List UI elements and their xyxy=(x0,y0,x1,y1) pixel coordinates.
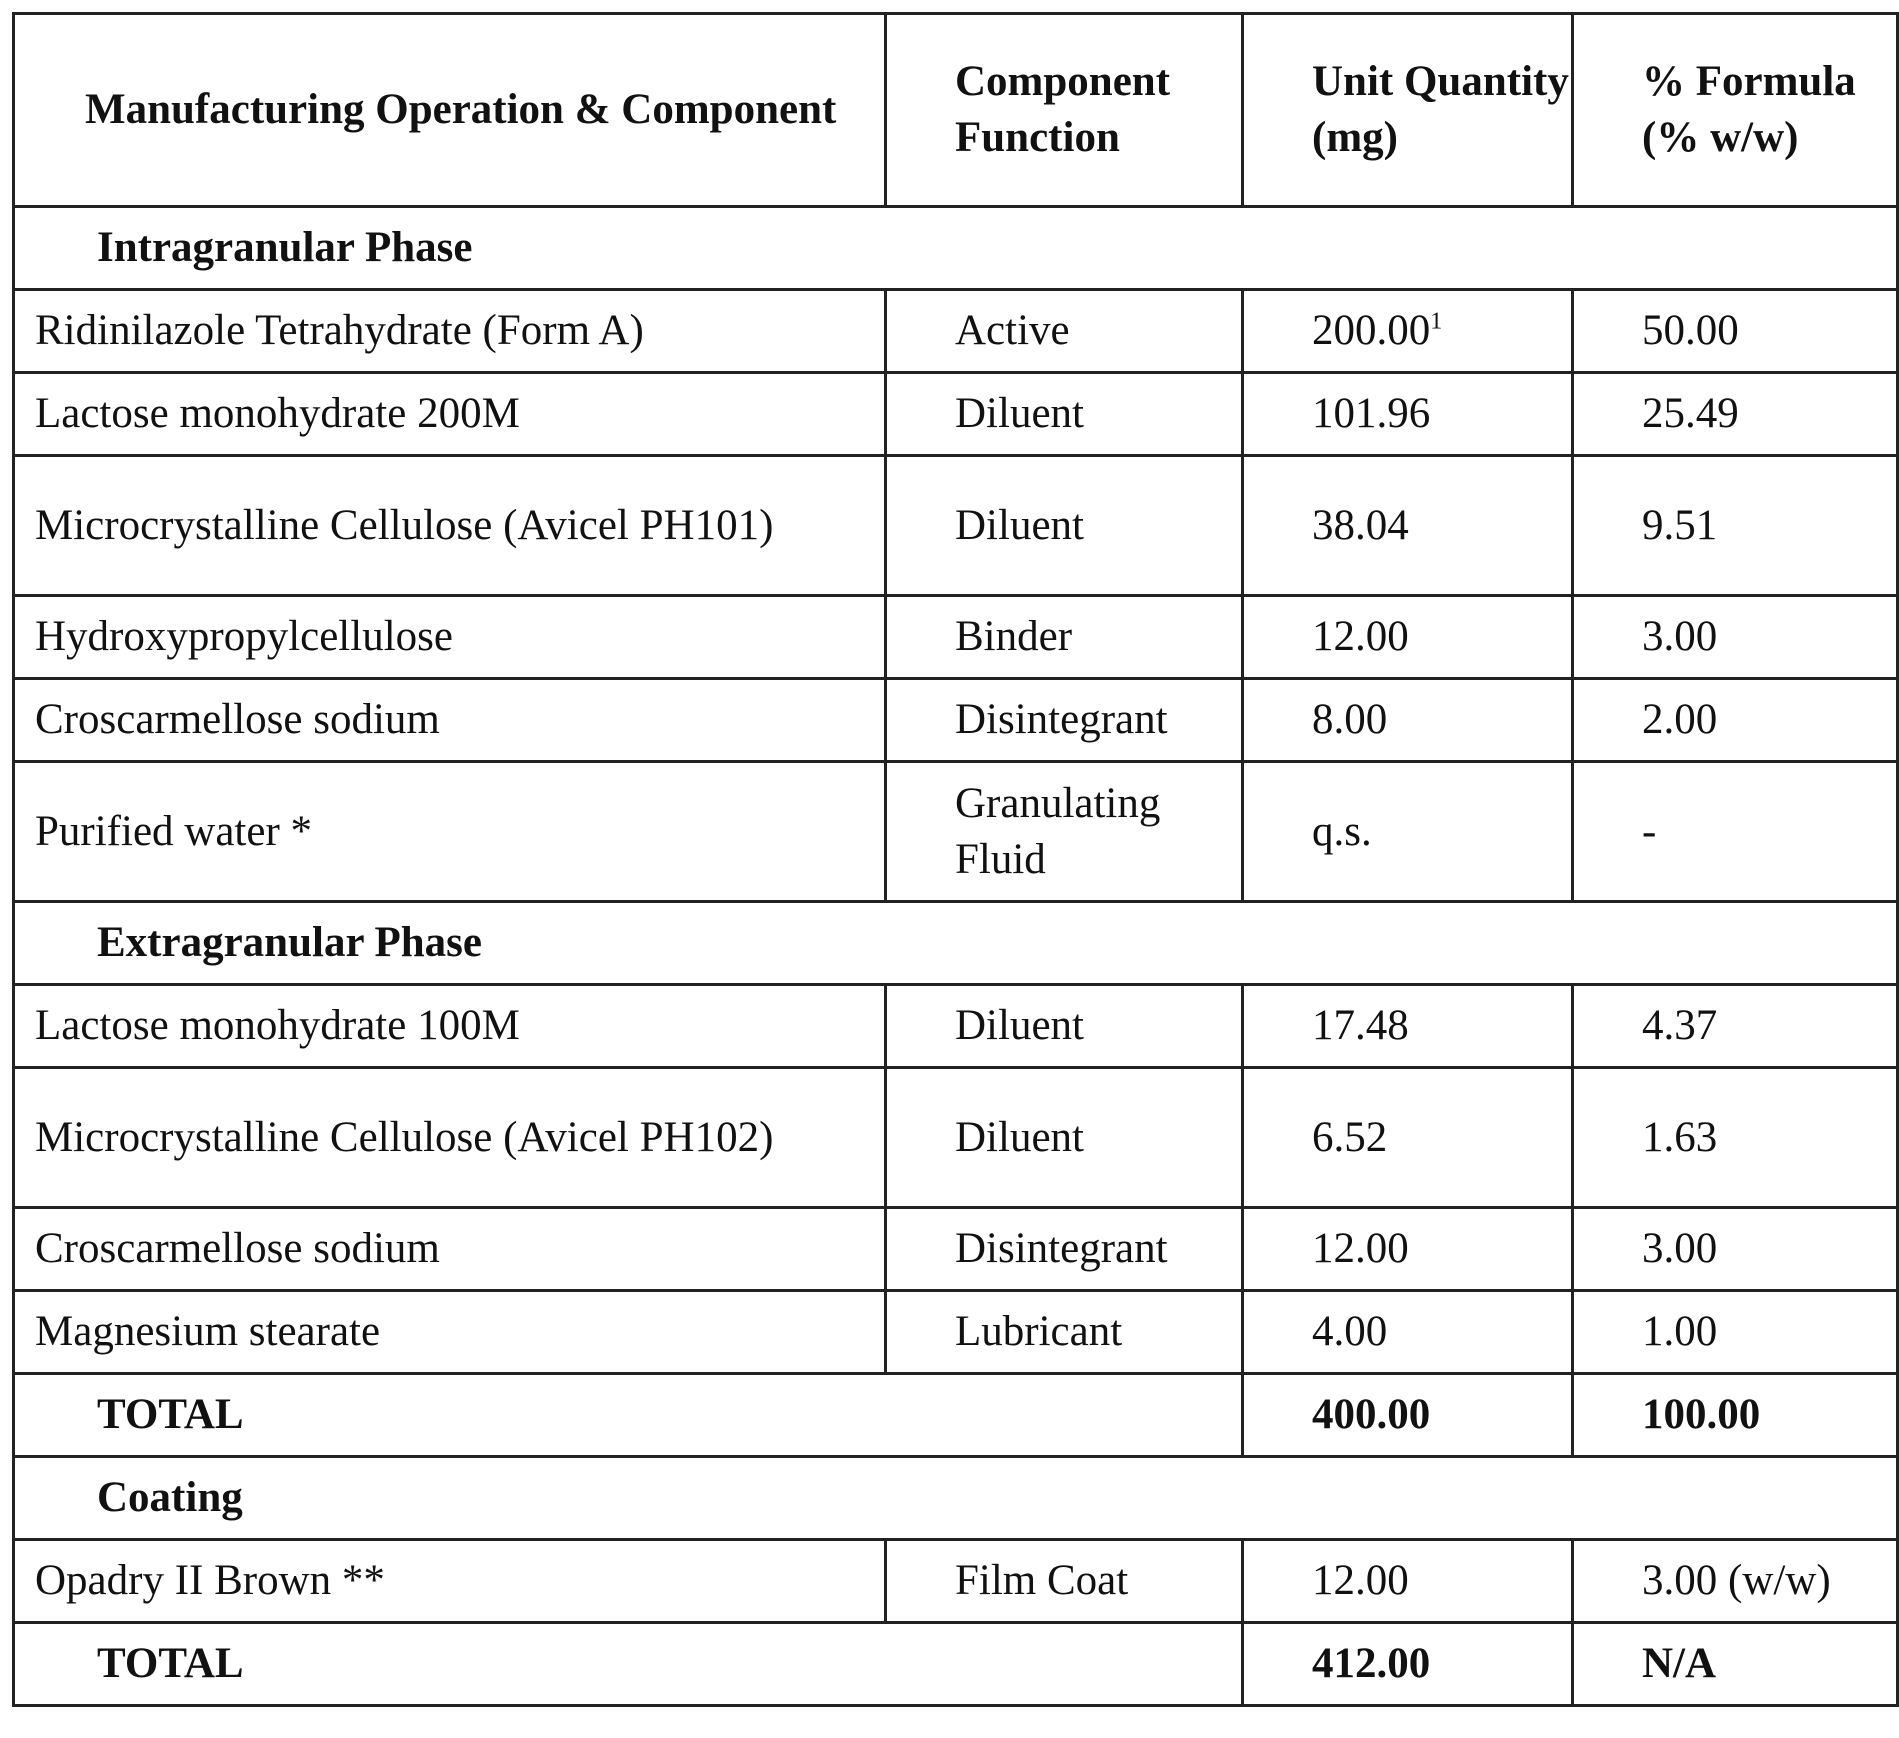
table-row xyxy=(14,1291,1898,1374)
section-row-intragranular xyxy=(14,207,1898,290)
header-quantity: Unit Quantity (mg) xyxy=(1243,14,1573,207)
quantity-cell: 12.00 xyxy=(1243,1208,1573,1291)
function-cell: Disintegrant xyxy=(886,1208,1243,1291)
quantity-cell xyxy=(1243,290,1573,373)
table-row xyxy=(14,679,1898,762)
percent-cell: 2.00 xyxy=(1573,679,1898,762)
percent-cell: 1.00 xyxy=(1573,1291,1898,1374)
total-label: TOTAL xyxy=(14,1623,1243,1706)
function-cell: Granulating Fluid xyxy=(886,762,1243,902)
quantity-cell: q.s. xyxy=(1243,762,1573,902)
quantity-cell: 8.00 xyxy=(1243,679,1573,762)
total-percent: N/A xyxy=(1573,1623,1898,1706)
total-percent: 100.00 xyxy=(1573,1374,1898,1457)
component-cell: Microcrystalline Cellulose (Avicel PH102) xyxy=(14,1068,886,1208)
component-cell: Croscarmellose sodium xyxy=(14,1208,886,1291)
total-quantity: 412.00 xyxy=(1243,1623,1573,1706)
component-cell: Lactose monohydrate 100M xyxy=(14,985,886,1068)
percent-cell: 50.00 xyxy=(1573,290,1898,373)
table-row xyxy=(14,762,1898,902)
component-cell: Opadry II Brown ** xyxy=(14,1540,886,1623)
quantity-cell: 38.04 xyxy=(1243,456,1573,596)
header-function: Component Function xyxy=(886,14,1243,207)
quantity-cell: 4.00 xyxy=(1243,1291,1573,1374)
quantity-cell: 12.00 xyxy=(1243,596,1573,679)
function-cell: Film Coat xyxy=(886,1540,1243,1623)
component-cell: Magnesium stearate xyxy=(14,1291,886,1374)
percent-cell: 9.51 xyxy=(1573,456,1898,596)
section-title: Extragranular Phase xyxy=(14,902,1898,985)
component-cell: Ridinilazole Tetrahydrate (Form A) xyxy=(14,290,886,373)
percent-cell: - xyxy=(1573,762,1898,902)
component-cell: Lactose monohydrate 200M xyxy=(14,373,886,456)
table-row xyxy=(14,290,1898,373)
table-row xyxy=(14,985,1898,1068)
section-row-extragranular xyxy=(14,902,1898,985)
total-quantity: 400.00 xyxy=(1243,1374,1573,1457)
table-row xyxy=(14,1208,1898,1291)
component-cell: Microcrystalline Cellulose (Avicel PH101) xyxy=(14,456,886,596)
function-cell: Diluent xyxy=(886,985,1243,1068)
percent-cell: 4.37 xyxy=(1573,985,1898,1068)
table-row xyxy=(14,373,1898,456)
function-cell: Diluent xyxy=(886,373,1243,456)
quantity-cell: 101.96 xyxy=(1243,373,1573,456)
function-cell: Disintegrant xyxy=(886,679,1243,762)
section-title: Intragranular Phase xyxy=(14,207,1898,290)
core-total-row xyxy=(14,1374,1898,1457)
header-row xyxy=(14,14,1898,207)
table-row xyxy=(14,1540,1898,1623)
header-percent: % Formula (% w/w) xyxy=(1573,14,1898,207)
table-row xyxy=(14,456,1898,596)
function-cell: Active xyxy=(886,290,1243,373)
function-cell: Diluent xyxy=(886,456,1243,596)
function-cell: Binder xyxy=(886,596,1243,679)
quantity-cell: 6.52 xyxy=(1243,1068,1573,1208)
percent-cell: 25.49 xyxy=(1573,373,1898,456)
component-cell: Croscarmellose sodium xyxy=(14,679,886,762)
quantity-cell: 17.48 xyxy=(1243,985,1573,1068)
header-component: Manufacturing Operation & Component xyxy=(14,14,886,207)
quantity-cell: 12.00 xyxy=(1243,1540,1573,1623)
function-cell: Lubricant xyxy=(886,1291,1243,1374)
grand-total-row xyxy=(14,1623,1898,1706)
formulation-table xyxy=(12,12,1899,1707)
percent-cell: 3.00 xyxy=(1573,596,1898,679)
component-cell: Purified water * xyxy=(14,762,886,902)
section-title: Coating xyxy=(14,1457,1898,1540)
footnote-marker: 1 xyxy=(1430,309,1442,335)
section-row-coating xyxy=(14,1457,1898,1540)
table-row xyxy=(14,1068,1898,1208)
percent-cell: 3.00 (w/w) xyxy=(1573,1540,1898,1623)
total-label: TOTAL xyxy=(14,1374,1243,1457)
percent-cell: 3.00 xyxy=(1573,1208,1898,1291)
function-cell: Diluent xyxy=(886,1068,1243,1208)
quantity-value: 200.00 xyxy=(1312,307,1430,354)
percent-cell: 1.63 xyxy=(1573,1068,1898,1208)
component-cell: Hydroxypropylcellulose xyxy=(14,596,886,679)
table-row xyxy=(14,596,1898,679)
